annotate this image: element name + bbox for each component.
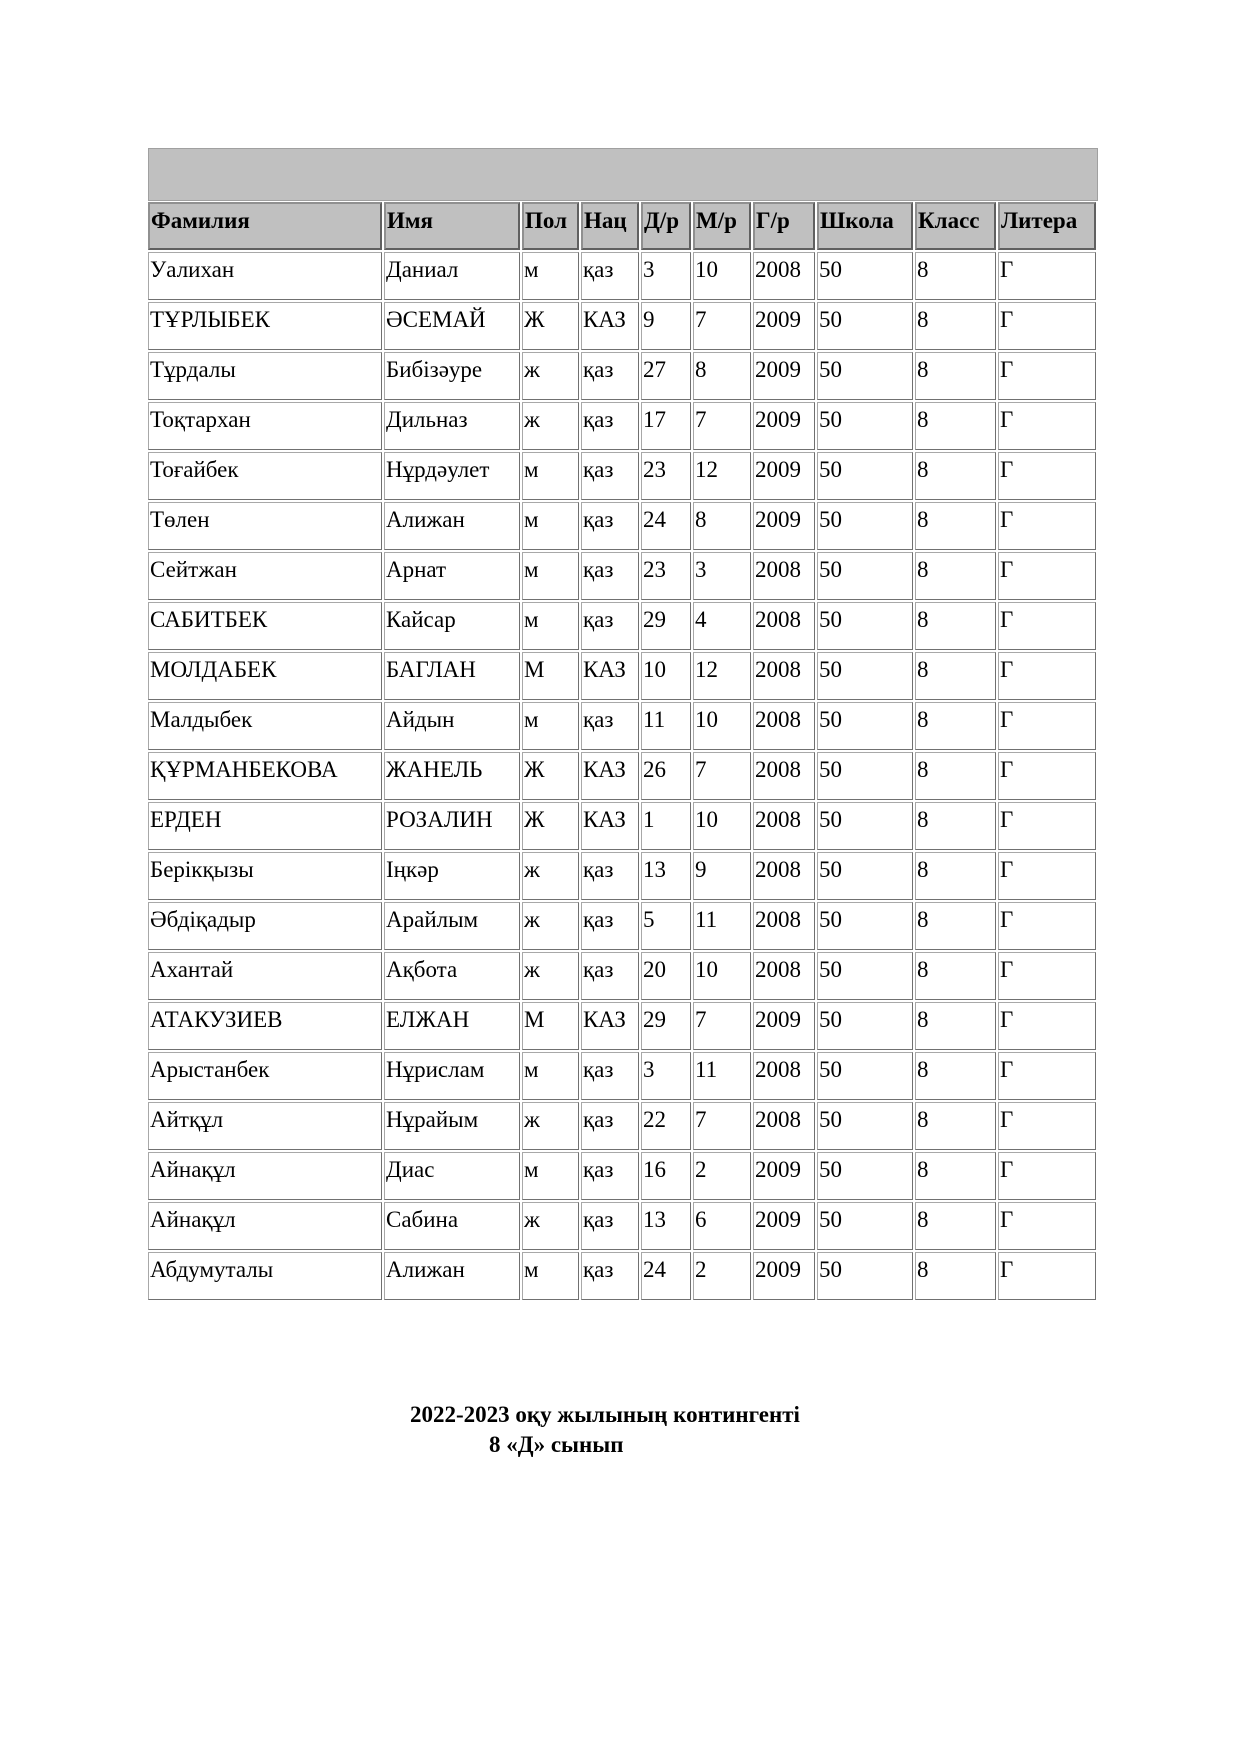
table-cell: 8	[915, 302, 996, 350]
column-header: Фамилия	[148, 202, 382, 250]
table-cell: 50	[817, 1102, 913, 1150]
table-cell: Әбдіқадыр	[148, 902, 382, 950]
table-cell: 8	[915, 802, 996, 850]
table-cell: 11	[641, 702, 691, 750]
table-cell: Г	[998, 852, 1096, 900]
table-cell: Кайсар	[384, 602, 520, 650]
table-cell: 8	[915, 252, 996, 300]
table-cell: 50	[817, 952, 913, 1000]
table-cell: 50	[817, 452, 913, 500]
column-header: Пол	[522, 202, 579, 250]
table-cell: КАЗ	[581, 1002, 639, 1050]
table-cell: Ахантай	[148, 952, 382, 1000]
table-cell: Іңкәр	[384, 852, 520, 900]
table-cell: 50	[817, 702, 913, 750]
table-row	[148, 952, 1096, 1000]
table-cell: 7	[693, 402, 751, 450]
contingent-table-container	[148, 148, 1098, 1302]
table-cell: 9	[693, 852, 751, 900]
table-cell: 10	[641, 652, 691, 700]
table-cell: Г	[998, 452, 1096, 500]
table-cell: Айнақұл	[148, 1202, 382, 1250]
table-cell: Ж	[522, 752, 579, 800]
caption-class: 8 «Д» сынып	[489, 1432, 624, 1457]
table-cell: ж	[522, 352, 579, 400]
table-row	[148, 702, 1096, 750]
table-cell: 8	[693, 352, 751, 400]
table-cell: ТҰРЛЫБЕК	[148, 302, 382, 350]
table-cell: 26	[641, 752, 691, 800]
table-cell: САБИТБЕК	[148, 602, 382, 650]
table-cell: 2	[693, 1152, 751, 1200]
table-cell: Г	[998, 552, 1096, 600]
table-cell: 13	[641, 1202, 691, 1250]
table-row	[148, 552, 1096, 600]
table-cell: қаз	[581, 1052, 639, 1100]
table-cell: м	[522, 552, 579, 600]
table-cell: Г	[998, 652, 1096, 700]
table-cell: 12	[693, 452, 751, 500]
table-cell: 2008	[753, 802, 815, 850]
table-cell: 2008	[753, 552, 815, 600]
table-cell: 8	[915, 1152, 996, 1200]
table-cell: Сабина	[384, 1202, 520, 1250]
table-cell: м	[522, 602, 579, 650]
table-cell: 24	[641, 502, 691, 550]
table-cell: 8	[915, 852, 996, 900]
table-cell: 8	[915, 752, 996, 800]
table-row	[148, 302, 1096, 350]
table-cell: 2009	[753, 1002, 815, 1050]
table-cell: Г	[998, 1052, 1096, 1100]
table-cell: 8	[915, 552, 996, 600]
table-cell: Алижан	[384, 1252, 520, 1300]
table-cell: 2009	[753, 302, 815, 350]
table-cell: Алижан	[384, 502, 520, 550]
table-cell: 50	[817, 1252, 913, 1300]
table-cell: м	[522, 502, 579, 550]
table-cell: 50	[817, 502, 913, 550]
table-cell: 50	[817, 552, 913, 600]
table-cell: 29	[641, 602, 691, 650]
table-cell: 2009	[753, 452, 815, 500]
table-cell: м	[522, 1152, 579, 1200]
table-cell: Сейтжан	[148, 552, 382, 600]
table-cell: 2008	[753, 952, 815, 1000]
table-cell: 8	[915, 1252, 996, 1300]
table-cell: 16	[641, 1152, 691, 1200]
table-cell: 50	[817, 852, 913, 900]
table-cell: 8	[915, 1052, 996, 1100]
table-cell: 8	[915, 602, 996, 650]
table-cell: 50	[817, 652, 913, 700]
table-cell: қаз	[581, 502, 639, 550]
table-cell: ҚҰРМАНБЕКОВА	[148, 752, 382, 800]
table-row	[148, 752, 1096, 800]
table-cell: 2009	[753, 1152, 815, 1200]
table-cell: 2	[693, 1252, 751, 1300]
table-cell: 8	[915, 1102, 996, 1150]
table-cell: Нұрислам	[384, 1052, 520, 1100]
table-cell: 2009	[753, 1202, 815, 1250]
table-cell: 50	[817, 352, 913, 400]
table-row	[148, 802, 1096, 850]
table-cell: 8	[915, 502, 996, 550]
table-cell: КАЗ	[581, 652, 639, 700]
table-cell: қаз	[581, 1252, 639, 1300]
table-row	[148, 1052, 1096, 1100]
table-cell: М	[522, 1002, 579, 1050]
table-row	[148, 602, 1096, 650]
table-header-row	[148, 202, 1096, 250]
table-cell: Айтқұл	[148, 1102, 382, 1150]
table-cell: 50	[817, 1202, 913, 1250]
table-cell: 8	[915, 452, 996, 500]
table-cell: 6	[693, 1202, 751, 1250]
table-cell: М	[522, 652, 579, 700]
table-row	[148, 852, 1096, 900]
table-cell: КАЗ	[581, 752, 639, 800]
table-cell: м	[522, 252, 579, 300]
table-cell: КАЗ	[581, 302, 639, 350]
table-row	[148, 352, 1096, 400]
table-top-band	[148, 148, 1098, 201]
table-cell: қаз	[581, 952, 639, 1000]
table-cell: 2009	[753, 502, 815, 550]
column-header: Д/р	[641, 202, 691, 250]
table-cell: қаз	[581, 852, 639, 900]
table-cell: Арайлым	[384, 902, 520, 950]
column-header: Имя	[384, 202, 520, 250]
table-cell: ж	[522, 1102, 579, 1150]
table-cell: ЕРДЕН	[148, 802, 382, 850]
table-cell: 2008	[753, 852, 815, 900]
table-cell: 23	[641, 552, 691, 600]
table-cell: Малдыбек	[148, 702, 382, 750]
table-cell: 10	[693, 702, 751, 750]
table-cell: Айдын	[384, 702, 520, 750]
table-cell: 7	[693, 1002, 751, 1050]
table-cell: 10	[693, 252, 751, 300]
table-cell: қаз	[581, 902, 639, 950]
table-cell: қаз	[581, 552, 639, 600]
table-cell: 50	[817, 1152, 913, 1200]
table-cell: АТАКУЗИЕВ	[148, 1002, 382, 1050]
table-cell: м	[522, 1052, 579, 1100]
table-cell: 24	[641, 1252, 691, 1300]
table-cell: 2008	[753, 652, 815, 700]
contingent-table	[146, 200, 1098, 1302]
table-row	[148, 1252, 1096, 1300]
table-cell: 2008	[753, 1052, 815, 1100]
table-cell: 7	[693, 302, 751, 350]
table-cell: 29	[641, 1002, 691, 1050]
table-cell: 8	[915, 402, 996, 450]
table-cell: ж	[522, 402, 579, 450]
table-cell: Г	[998, 802, 1096, 850]
table-cell: ӘСЕМАЙ	[384, 302, 520, 350]
table-cell: 50	[817, 602, 913, 650]
table-cell: 2008	[753, 752, 815, 800]
table-cell: 2008	[753, 602, 815, 650]
table-cell: Г	[998, 402, 1096, 450]
table-row	[148, 1002, 1096, 1050]
table-cell: Г	[998, 252, 1096, 300]
table-cell: Г	[998, 1252, 1096, 1300]
table-cell: 8	[915, 902, 996, 950]
table-cell: 8	[915, 652, 996, 700]
table-cell: Диас	[384, 1152, 520, 1200]
table-cell: Г	[998, 1152, 1096, 1200]
table-cell: 2009	[753, 402, 815, 450]
table-cell: 50	[817, 902, 913, 950]
table-cell: 2009	[753, 1252, 815, 1300]
table-cell: 8	[915, 952, 996, 1000]
table-cell: 12	[693, 652, 751, 700]
table-cell: 17	[641, 402, 691, 450]
table-cell: 27	[641, 352, 691, 400]
table-row	[148, 1102, 1096, 1150]
table-cell: 8	[915, 1002, 996, 1050]
table-cell: Айнақұл	[148, 1152, 382, 1200]
table-cell: Г	[998, 1102, 1096, 1150]
table-cell: 2008	[753, 1102, 815, 1150]
table-cell: Уалихан	[148, 252, 382, 300]
table-cell: 13	[641, 852, 691, 900]
table-cell: қаз	[581, 1152, 639, 1200]
table-cell: 5	[641, 902, 691, 950]
table-cell: ж	[522, 852, 579, 900]
column-header: Г/р	[753, 202, 815, 250]
table-cell: қаз	[581, 452, 639, 500]
table-cell: 8	[915, 702, 996, 750]
table-cell: Ж	[522, 802, 579, 850]
table-cell: 10	[693, 952, 751, 1000]
table-cell: 7	[693, 752, 751, 800]
table-cell: ЖАНЕЛЬ	[384, 752, 520, 800]
table-cell: Г	[998, 302, 1096, 350]
table-cell: 2008	[753, 252, 815, 300]
table-cell: Г	[998, 902, 1096, 950]
caption-academic-year: 2022-2023 оқу жылының контингенті	[410, 1402, 800, 1427]
table-cell: қаз	[581, 1202, 639, 1250]
table-cell: 3	[693, 552, 751, 600]
table-cell: 7	[693, 1102, 751, 1150]
table-cell: Г	[998, 752, 1096, 800]
table-row	[148, 252, 1096, 300]
table-cell: Арнат	[384, 552, 520, 600]
column-header: Нац	[581, 202, 639, 250]
table-row	[148, 502, 1096, 550]
table-cell: м	[522, 702, 579, 750]
table-cell: 3	[641, 1052, 691, 1100]
table-cell: Г	[998, 602, 1096, 650]
table-cell: 50	[817, 302, 913, 350]
table-cell: 3	[641, 252, 691, 300]
table-cell: 50	[817, 1052, 913, 1100]
table-cell: Г	[998, 702, 1096, 750]
table-cell: 10	[693, 802, 751, 850]
table-cell: Г	[998, 1202, 1096, 1250]
table-cell: ЕЛЖАН	[384, 1002, 520, 1050]
table-row	[148, 902, 1096, 950]
table-cell: Нұрдәулет	[384, 452, 520, 500]
table-cell: Арыстанбек	[148, 1052, 382, 1100]
table-cell: 11	[693, 902, 751, 950]
table-cell: Г	[998, 952, 1096, 1000]
table-cell: Абдумуталы	[148, 1252, 382, 1300]
table-row	[148, 1202, 1096, 1250]
table-cell: 50	[817, 1002, 913, 1050]
table-cell: Г	[998, 352, 1096, 400]
table-row	[148, 452, 1096, 500]
table-row	[148, 1152, 1096, 1200]
table-cell: 50	[817, 402, 913, 450]
table-cell: қаз	[581, 702, 639, 750]
table-row	[148, 652, 1096, 700]
table-cell: 8	[915, 1202, 996, 1250]
table-cell: Г	[998, 1002, 1096, 1050]
table-cell: м	[522, 452, 579, 500]
table-cell: қаз	[581, 352, 639, 400]
table-cell: м	[522, 1252, 579, 1300]
table-cell: қаз	[581, 252, 639, 300]
table-row	[148, 402, 1096, 450]
table-cell: 23	[641, 452, 691, 500]
table-cell: Г	[998, 502, 1096, 550]
table-cell: Ж	[522, 302, 579, 350]
table-cell: 9	[641, 302, 691, 350]
table-cell: 8	[693, 502, 751, 550]
table-cell: Бибізәуре	[384, 352, 520, 400]
table-cell: 50	[817, 752, 913, 800]
table-cell: 11	[693, 1052, 751, 1100]
table-cell: БАГЛАН	[384, 652, 520, 700]
table-cell: КАЗ	[581, 802, 639, 850]
table-cell: Даниал	[384, 252, 520, 300]
table-cell: қаз	[581, 402, 639, 450]
table-cell: 2009	[753, 352, 815, 400]
column-header: М/р	[693, 202, 751, 250]
column-header: Класс	[915, 202, 996, 250]
table-cell: Нұрайым	[384, 1102, 520, 1150]
column-header: Литера	[998, 202, 1096, 250]
table-cell: Берікқызы	[148, 852, 382, 900]
table-cell: 20	[641, 952, 691, 1000]
table-cell: Тоқтархан	[148, 402, 382, 450]
table-cell: ж	[522, 902, 579, 950]
table-cell: Төлен	[148, 502, 382, 550]
table-cell: 4	[693, 602, 751, 650]
table-cell: 50	[817, 802, 913, 850]
table-cell: 1	[641, 802, 691, 850]
table-cell: 2008	[753, 702, 815, 750]
table-cell: Тұрдалы	[148, 352, 382, 400]
table-cell: Ақбота	[384, 952, 520, 1000]
table-body	[148, 252, 1096, 1300]
table-cell: Тоғайбек	[148, 452, 382, 500]
table-cell: 22	[641, 1102, 691, 1150]
table-cell: МОЛДАБЕК	[148, 652, 382, 700]
table-cell: 8	[915, 352, 996, 400]
table-cell: Дильназ	[384, 402, 520, 450]
table-cell: қаз	[581, 1102, 639, 1150]
table-cell: 50	[817, 252, 913, 300]
table-cell: РОЗАЛИН	[384, 802, 520, 850]
column-header: Школа	[817, 202, 913, 250]
table-cell: ж	[522, 952, 579, 1000]
table-cell: ж	[522, 1202, 579, 1250]
table-cell: қаз	[581, 602, 639, 650]
table-cell: 2008	[753, 902, 815, 950]
